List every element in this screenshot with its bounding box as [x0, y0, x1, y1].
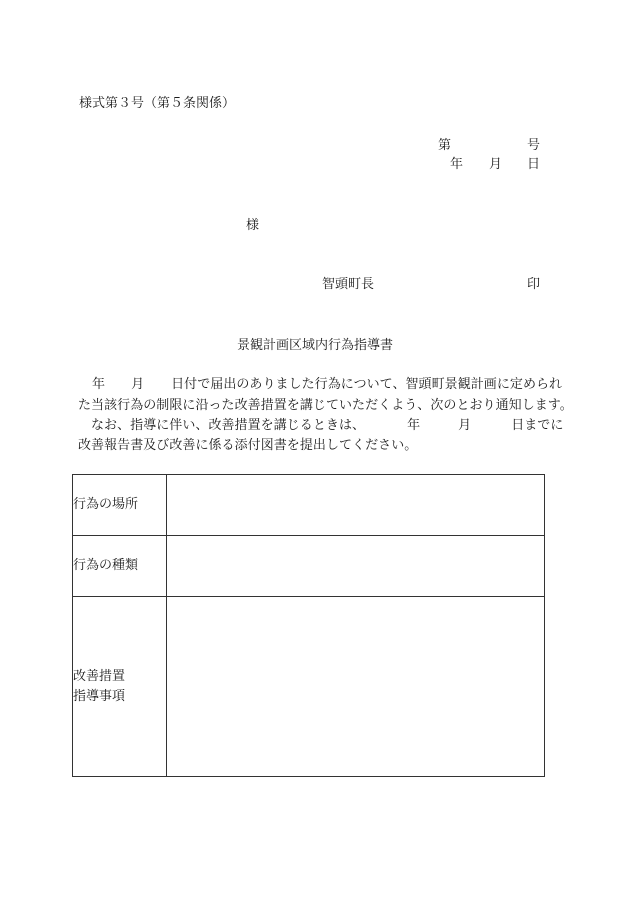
- measures-label-line-1: 改善措置: [73, 668, 126, 684]
- place-label: 行為の場所: [73, 475, 167, 536]
- body-month: 月: [131, 377, 145, 392]
- measures-value: [167, 597, 545, 777]
- guidance-details-table: [72, 474, 545, 777]
- table-row: [73, 475, 545, 536]
- body-line-4: 改善報告書及び改善に係る添付図書を提出してください。: [78, 438, 418, 453]
- seal-mark: 印: [527, 277, 541, 292]
- body-line-2: た当該行為の制限に沿った改善措置を講じていただくよう、次のとおり通知します。: [78, 398, 573, 413]
- date-year: 年: [450, 157, 464, 172]
- deadline-year: 年: [407, 418, 421, 433]
- deadline-month: 月: [458, 418, 472, 433]
- table-row: [73, 536, 545, 597]
- addressee-honorific: 様: [246, 218, 260, 233]
- body-year: 年: [92, 377, 106, 392]
- measures-label-line-2: 指導事項: [73, 688, 126, 704]
- sender-name: 智頭町長: [322, 277, 375, 292]
- deadline-tail: 日までに: [511, 418, 564, 433]
- type-value: [167, 536, 545, 597]
- body-line-1: [78, 377, 562, 393]
- type-label: 行為の種類: [73, 536, 167, 597]
- table-row: [73, 597, 545, 777]
- body-line-3-text: なお、指導に伴い、改善措置を講じるときは、: [91, 418, 366, 433]
- document-number-suffix: 号: [527, 138, 541, 153]
- date-month: 月: [489, 157, 503, 172]
- body-line-1-text: 日付で届出のありました行為について、智頭町景観計画に定められ: [171, 377, 563, 392]
- document-title: 景観計画区域内行為指導書: [236, 338, 393, 353]
- form-number-label: 様式第３号（第５条関係）: [79, 96, 236, 111]
- document-number-prefix: 第: [438, 138, 452, 153]
- measures-label: [73, 597, 167, 777]
- place-value: [167, 475, 545, 536]
- body-line-3: [78, 418, 563, 434]
- date-day: 日: [527, 157, 541, 172]
